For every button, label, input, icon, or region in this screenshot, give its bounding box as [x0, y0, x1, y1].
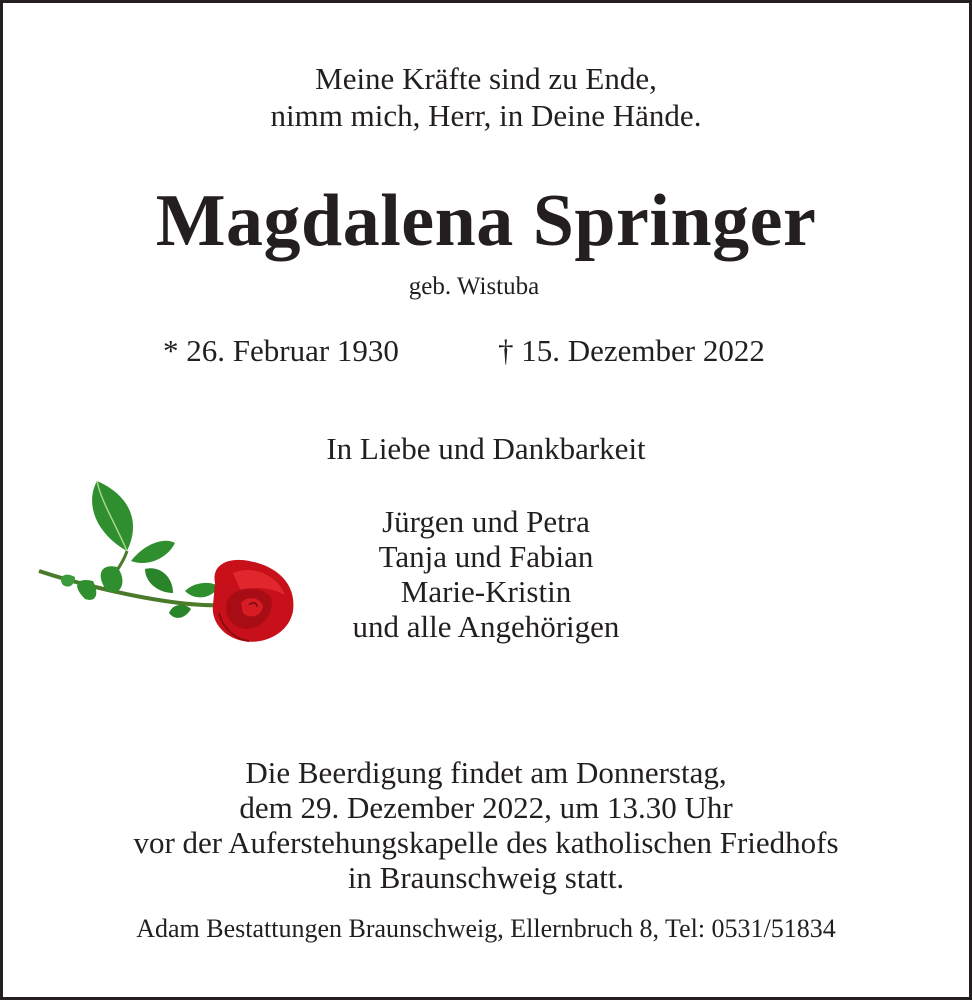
mourner-name: Jürgen und Petra	[382, 504, 590, 539]
funeral-line-3: vor der Auferstehungskapelle des katholischen Friedhofs	[133, 825, 839, 860]
mourner-name: Marie-Kristin	[400, 574, 572, 609]
deceased-name: Magdalena Springer	[155, 180, 817, 262]
red-rose-icon	[35, 473, 305, 653]
mourner-name: und alle Angehörigen	[352, 609, 620, 644]
mourner-name: Tanja und Fabian	[378, 539, 594, 574]
funeral-home-contact: Adam Bestattungen Braunschweig, Ellernbruch 8, Tel: 0531/51834	[136, 914, 836, 943]
mourners-intro: In Liebe und Dankbarkeit	[326, 431, 646, 466]
funeral-line-1: Die Beerdigung findet am Donnerstag,	[245, 755, 727, 790]
funeral-line-2: dem 29. Dezember 2022, um 13.30 Uhr	[239, 790, 733, 825]
verse-line-2: nimm mich, Herr, in Deine Hände.	[270, 98, 702, 133]
birth-name: geb. Wistuba	[408, 273, 540, 300]
death-date: † 15. Dezember 2022	[498, 333, 765, 368]
birth-date: * 26. Februar 1930	[163, 333, 399, 368]
verse-line-1: Meine Kräfte sind zu Ende,	[315, 61, 657, 96]
funeral-line-4: in Braunschweig statt.	[347, 860, 625, 895]
